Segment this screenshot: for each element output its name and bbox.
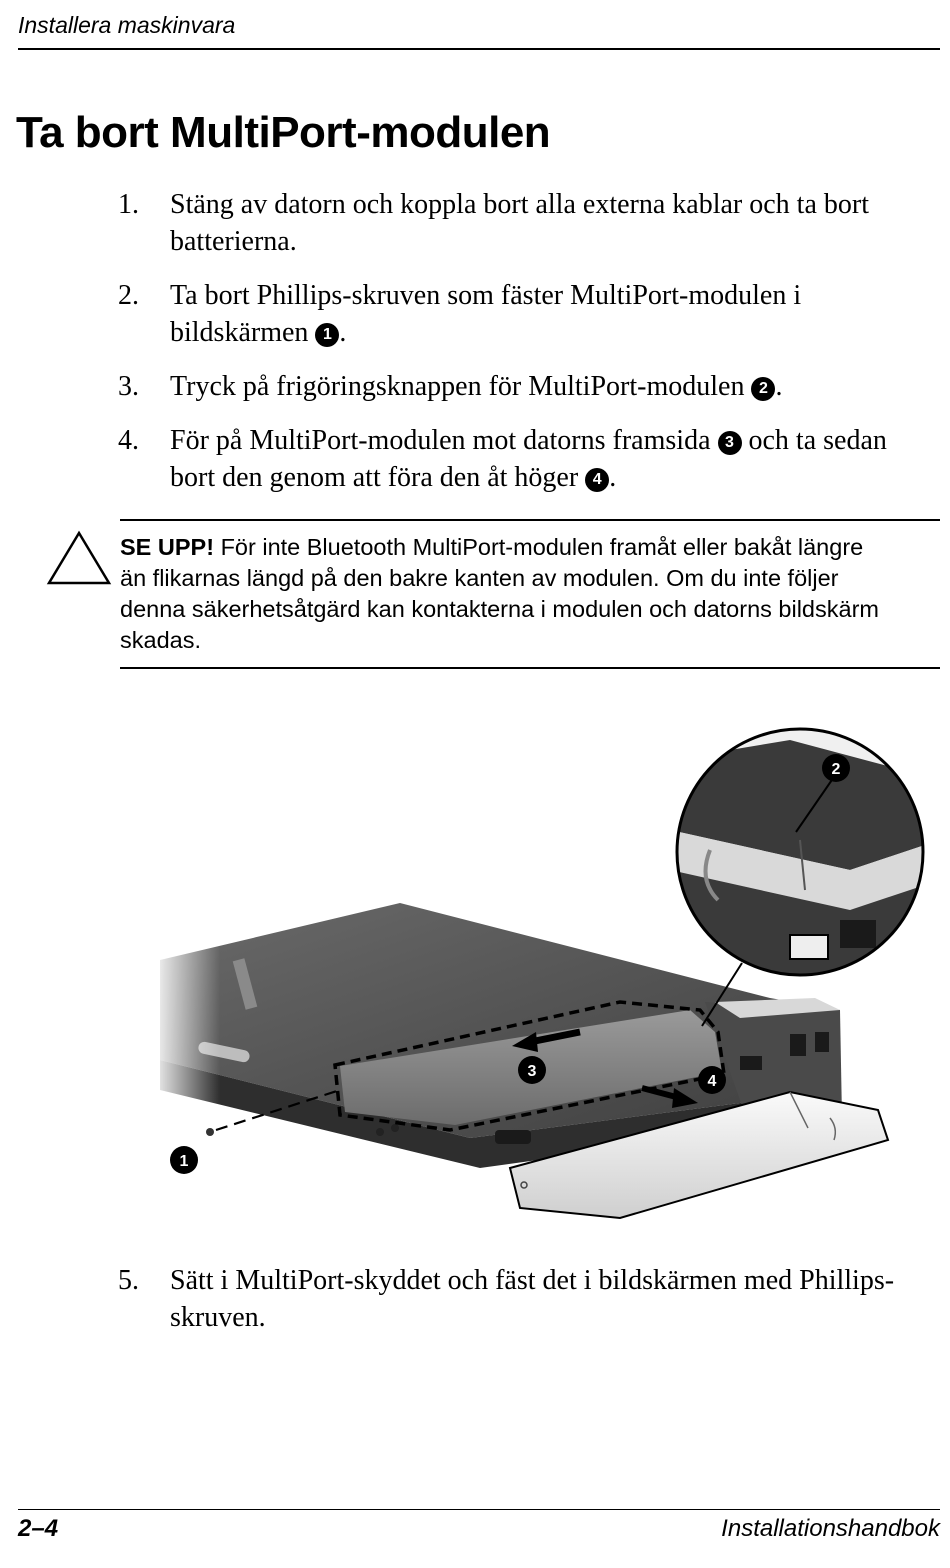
callout-2-icon: 2 [751,377,775,401]
laptop-multiport-figure [150,720,940,1240]
callout-1-icon: 1 [315,323,339,347]
step-5 [118,1262,908,1336]
step-2 [118,277,908,351]
step-number: 3. [118,371,139,402]
caution-label: SE UPP! [120,534,215,560]
step-text [170,277,908,351]
step-number: 1. [118,189,139,220]
caution-triangle-icon [46,530,112,586]
callout-4-icon: 4 [585,468,609,492]
step-body: För på MultiPort-modulen mot datorns framsida [170,425,711,456]
step-punct: . [609,462,617,493]
step-text [170,368,908,405]
step-number: 2. [118,280,139,311]
step-text: Stäng av datorn och koppla bort alla externa kablar och ta bort batterierna. [170,189,869,257]
step-punct: . [339,317,347,348]
steps-list [118,186,908,513]
figure-callout-4 [698,1066,726,1094]
caution-note [120,532,890,656]
step-number: 5. [118,1265,139,1296]
figure-callout-1 [170,1146,198,1174]
header-rule [18,48,940,50]
footer-rule [18,1509,940,1510]
svg-text:2: 2 [831,761,841,778]
step-text [170,422,908,496]
step-body: Tryck på frigöringsknappen för MultiPort-modulen [170,371,745,402]
svg-text:4: 4 [707,1073,717,1090]
figure-callout-3 [518,1056,546,1084]
step-number: 4. [118,425,139,456]
svg-text:1: 1 [179,1153,189,1170]
callout-3-icon: 3 [718,431,742,455]
caution-bottom-rule [120,667,940,669]
running-header: Installera maskinvara [18,12,236,38]
step-punct: . [775,371,783,402]
step-body-cont: och ta sedan bort den genom att föra den åt höger [170,425,887,493]
caution-top-rule [120,519,940,521]
book-title: Installationshandbok [721,1515,940,1542]
steps-list-continued [118,1262,908,1353]
figure-callout-2 [822,754,850,782]
page-title: Ta bort MultiPort-modulen [16,108,551,157]
step-3 [118,368,908,405]
step-4 [118,422,908,496]
step-body: Ta bort Phillips-skruven som fäster MultiPort-modulen i bildskärmen [170,280,802,348]
step-text: Sätt i MultiPort-skyddet och fäst det i bildskärmen med Phillips-skruven. [170,1265,895,1333]
svg-text:3: 3 [527,1063,537,1080]
step-1 [118,186,908,260]
caution-body: För inte Bluetooth MultiPort-modulen framåt eller bakåt längre än flikarnas längd på den bakre kanten av modulen. Om du inte följer denna säkerhetsåtgärd kan kontakterna i modulen och datorns bildskärm skadas. [120,534,879,653]
page-number: 2–4 [18,1515,59,1542]
